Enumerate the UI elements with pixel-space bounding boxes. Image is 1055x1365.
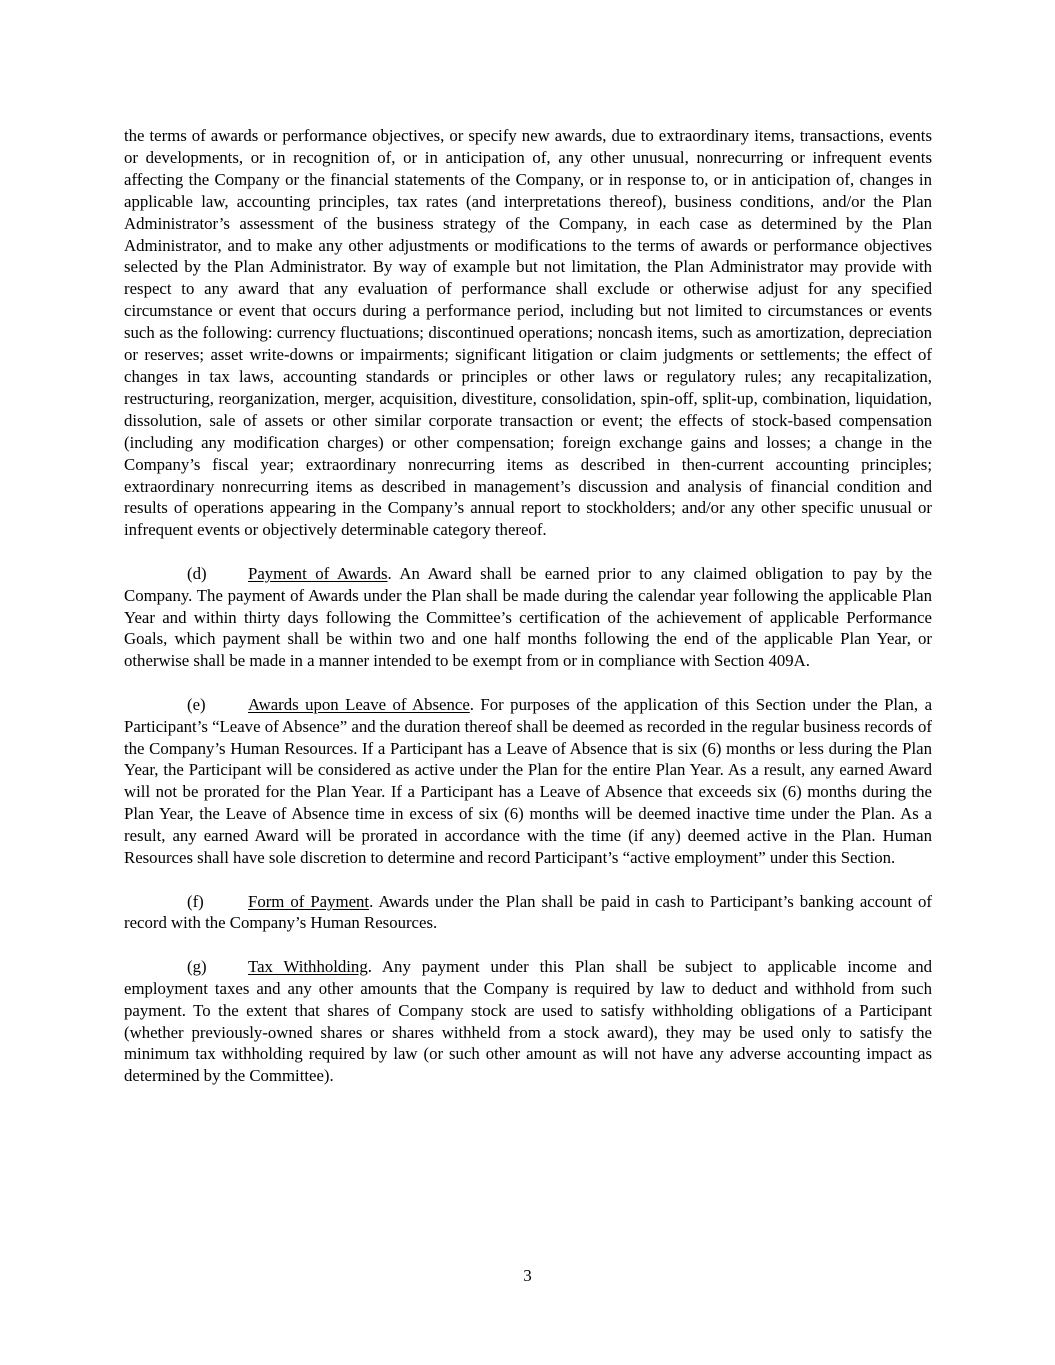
section-body: . An Award shall be earned prior to any claimed obligation to pay by the Company. The payment of Awards under the Plan shall be made during the calendar year following the applicable Plan Year and within thirty days following the Committee’s certification of the achievement of applicable Performance Goals, which payment shall be within two and one half months following the end of the applicable Plan Year, or otherwise shall be made in a manner intended to be exempt from or in compliance with Section 409A. bbox=[124, 563, 933, 671]
section-number: (e) bbox=[187, 694, 206, 714]
section-number: (f) bbox=[187, 891, 204, 911]
section-title: Awards upon Leave of Absence bbox=[248, 694, 470, 714]
section-title: Payment of Awards bbox=[248, 563, 388, 583]
section-d bbox=[124, 563, 932, 673]
section-title: Tax Withholding bbox=[248, 956, 368, 976]
document-page bbox=[124, 125, 932, 1109]
section-g bbox=[124, 956, 932, 1087]
section-f bbox=[124, 891, 932, 935]
section-body: . For purposes of the application of this Section under the Plan, a Participant’s “Leave of Absence” and the duration thereof shall be deemed as recorded in the regular business records of the Company’s Human Resources. If a Participant has a Leave of Absence that is six (6) months or less during the Plan Year, the Participant will be considered as active under the Plan for the entire Plan Year. As a result, any earned Award will not be prorated for the Plan Year. If a Participant has a Leave of Absence that exceeds six (6) months during the Plan Year, the Leave of Absence time in excess of six (6) months will be deemed inactive time under the Plan. As a result, any earned Award will be prorated in accordance with the time (if any) deemed active in the Plan. Human Resources shall have sole discretion to determine and record Participant’s “active employment” under this Section. bbox=[124, 694, 933, 868]
section-number: (d) bbox=[187, 563, 207, 583]
section-body: . Any payment under this Plan shall be subject to applicable income and employment taxes and any other amounts that the Company is required by law to deduct and withhold from such payment. To the extent that shares of Company stock are used to satisfy withholding obligations of a Participant (whether previously-owned shares or shares withheld from a stock award), they may be used only to satisfy the minimum tax withholding required by law (or such other amount as will not have any adverse accounting impact as determined by the Committee). bbox=[124, 956, 932, 1086]
section-e bbox=[124, 694, 932, 869]
section-number: (g) bbox=[187, 956, 207, 976]
page-number: 3 bbox=[523, 1266, 532, 1285]
section-title: Form of Payment bbox=[248, 891, 370, 911]
section-body: . Awards under the Plan shall be paid in cash to Participant’s banking account of record with the Company’s Human Resources. bbox=[124, 891, 932, 933]
continuation-paragraph: the terms of awards or performance objectives, or specify new awards, due to extraordinary items, transactions, events or developments, or in recognition of, or in anticipation of, any other unusual, nonrecurring or infrequent events affecting the Company or the financial statements of the Company, or in response to, or in anticipation of, changes in applicable law, accounting principles, tax rates (and interpretations thereof), business conditions, and/or the Plan Administrator’s assessment of the business strategy of the Company, in each case as determined by the Plan Administrator, and to make any other adjustments or modifications to the terms of awards or performance objectives selected by the Plan Administrator. By way of example but not limitation, the Plan Administrator may provide with respect to any award that any evaluation of performance shall exclude or otherwise adjust for any specified circumstance or event that occurs during a performance period, including but not limited to circumstances or events such as the following: currency fluctuations; discontinued operations; noncash items, such as amortization, depreciation or reserves; asset write-downs or impairments; significant litigation or claim judgments or settlements; the effect of changes in tax laws, accounting standards or principles or other laws or regulatory rules; any recapitalization, restructuring, reorganization, merger, acquisition, divestiture, consolidation, spin-off, split-up, combination, liquidation, dissolution, sale of assets or other similar corporate transaction or event; the effects of stock-based compensation (including any modification charges) or other compensation; foreign exchange gains and losses; a change in the Company’s fiscal year; extraordinary nonrecurring items as described in then-current accounting principles; extraordinary nonrecurring items as described in management’s discussion and analysis of financial condition and results of operations appearing in the Company’s annual report to stockholders; and/or any other specific unusual or infrequent events or objectively determinable category thereof. bbox=[124, 126, 932, 540]
